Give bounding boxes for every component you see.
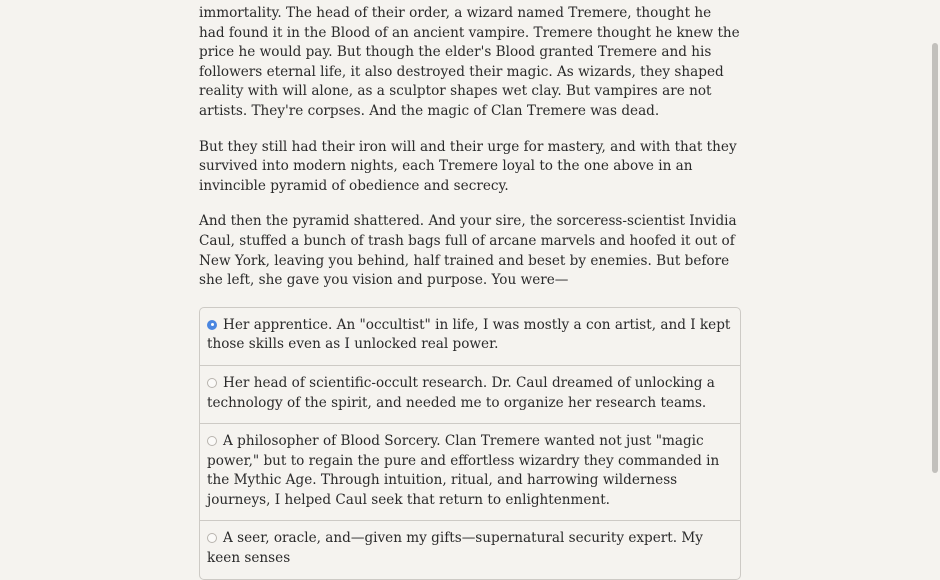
- vertical-scrollbar[interactable]: [930, 0, 940, 529]
- choice-label: A seer, oracle, and—given my gifts—supernatural security expert. My keen senses: [207, 530, 703, 567]
- choice-label: Her apprentice. An "occultist" in life, I was mostly a con artist, and I kept those skills even as I unlocked real power.: [207, 316, 731, 353]
- choice-option-apprentice[interactable]: [200, 308, 740, 365]
- choice-option-philosopher[interactable]: [200, 423, 740, 520]
- choice-label: A philosopher of Blood Sorcery. Clan Tremere wanted not just "magic power," but to regain the pure and effortless wizardry they commanded in the Mythic Age. Through intuition, ritual, and harrowing wilderness journeys, I helped Caul seek that return to enlightenment.: [207, 433, 720, 508]
- scrollbar-thumb[interactable]: [932, 43, 938, 473]
- radio-unselected-icon[interactable]: [207, 378, 217, 388]
- story-paragraph: But they still had their iron will and their urge for mastery, and with that they survived into modern nights, each Tremere loyal to the one above in an invincible pyramid of obedience and secrecy.: [199, 138, 737, 194]
- radio-unselected-icon[interactable]: [207, 436, 217, 446]
- radio-unselected-icon[interactable]: [207, 533, 217, 543]
- story-paragraph: immortality. The head of their order, a wizard named Tremere, thought he had found it in the Blood of an ancient vampire. Tremere thought he knew the price he would pay. But though the elder's Blood granted Tremere and his followers eternal life, it also destroyed their magic. As wizards, they shaped reality with will alone, as a sculptor shapes wet clay. But vampires are not artists. They're corpses. And the magic of Clan Tremere was dead.: [199, 5, 740, 119]
- choice-label: Her head of scientific-occult research. Dr. Caul dreamed of unlocking a technology of the spirit, and needed me to organize her research teams.: [207, 374, 715, 411]
- radio-selected-icon[interactable]: [207, 320, 217, 330]
- choice-option-seer[interactable]: [200, 520, 740, 578]
- choice-option-research-head[interactable]: [200, 365, 740, 423]
- choice-list: [199, 307, 741, 580]
- story-content: [199, 4, 741, 580]
- story-paragraph: And then the pyramid shattered. And your sire, the sorceress-scientist Invidia Caul, stuffed a bunch of trash bags full of arcane marvels and hoofed it out of New York, leaving you behind, half trained and beset by enemies. But before she left, she gave you vision and purpose. You were—: [199, 213, 737, 289]
